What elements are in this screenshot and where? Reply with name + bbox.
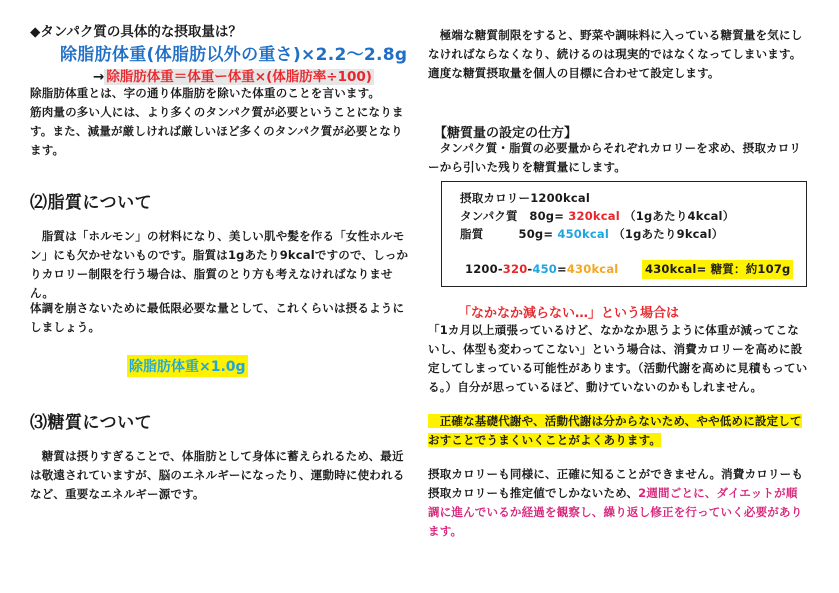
carb-method-paragraph: タンパク質・脂質の必要量からそれぞれカロリーを求め、摂取カロリーから引いた残りを糖質量にします。 (428, 141, 802, 174)
protein-kcal: 320kcal (568, 209, 620, 223)
calc-carb-kcal: 430kcal (566, 262, 619, 276)
carb-paragraph: 糖質は摂りすぎることで、体脂肪として身体に蓄えられるため、最近は敬遠されていますが、脳のエネルギーになったり、運動時に使われるなど、重要なエネルギー源です。 (30, 449, 405, 501)
lean-mass-formula: 除脂肪体重＝体重ー体重×(体脂肪率÷100) (106, 69, 372, 85)
calorie-calculation-box (441, 181, 807, 287)
explain-line-1: 除脂肪体重とは、字の通り体脂肪を除いた体重のことを言います。 (30, 86, 381, 100)
calc-fat: 450 (532, 262, 557, 276)
fat-formula: 除脂肪体重×1.0g (127, 355, 248, 377)
protein-formula: 除脂肪体重(体脂肪以外の重さ)×2.2～2.8g (60, 45, 408, 65)
carb-calc-line (465, 260, 618, 279)
final-paragraph-plain: 摂取カロリーも同様に、正確に知ることができません。消費カロリーも摂取カロリーも推定値でしかないため、 (428, 467, 804, 500)
protein-calc-line (460, 207, 734, 226)
calc-minus-2: - (527, 262, 533, 276)
carb-method-heading: 【糖質量の設定の仕方】 (434, 126, 578, 141)
not-losing-heading: 「なかなか減らない…」という場合は (458, 306, 680, 321)
explain-line-2: 筋肉量の多い人には、より多くのタンパク質が必要ということになります。また、減量が厳しければ厳しいほど多くのタンパク質が必要となります。 (30, 105, 404, 157)
calorie-intake-line: 摂取カロリー1200kcal (460, 191, 590, 205)
not-losing-paragraph-1: 「1カ月以上頑張っているけど、なかなか思うように体重が減ってこないし、体型も変わってこない」という場合は、消費カロリーを高めに設定してしまっている可能性があります。（活動代謝を高めに見積もっている。）自分が思っているほど、動けていないのかもしれません。 (428, 323, 808, 394)
calc-minus-1: - (497, 262, 503, 276)
lean-mass-explanation (30, 84, 410, 160)
calc-total: 1200 (465, 262, 498, 276)
not-losing-paragraph-2 (428, 412, 808, 450)
fat-paragraph-1: 脂質は「ホルモン」の材料になり、美しい肌や髪を作る「女性ホルモン」にも欠かせないものです。脂質は1gあたり9kcalですので、しっかりカロリー制限を行う場合は、脂質のとり方も考えなければなりません。 (30, 229, 409, 300)
protein-label: タンパク質 80g= (460, 209, 565, 223)
final-paragraph-emphasis: 2週間ごとに、ダイエットが順調に進んでいるか経過を観察し、繰り返し修正を行っていく必要があります。 (428, 486, 803, 538)
calc-equals: = (557, 262, 567, 276)
fat-section-heading: ⑵脂質について (30, 193, 153, 213)
lean-mass-formula-line (93, 65, 374, 85)
carb-result: 430kcal= 糖質：約107g (642, 260, 793, 279)
protein-note: （1gあたり4kcal） (624, 209, 735, 223)
carb-limit-intro: 極端な糖質制限をすると、野菜や調味料に入っている糖質量を気にしなければならなくなり、続けるのは現実的ではなくなってしまいます。適度な糖質摂取量を個人の目標に合わせて設定します。 (428, 28, 803, 80)
fat-paragraph-2: 体調を崩さないために最低限必要な量として、これくらいは摂るようにしましょう。 (30, 301, 405, 334)
fat-calc-line (460, 225, 724, 244)
fat-label: 脂質 50g= (460, 227, 554, 241)
not-losing-highlight: 正確な基礎代謝や、活動代謝は分からないため、やや低めに設定しておすことでうまくいくことがよくあります。 (428, 414, 802, 447)
calc-protein: 320 (502, 262, 528, 276)
fat-kcal: 450kcal (557, 227, 609, 241)
arrow-icon: → (93, 69, 105, 85)
fat-note: （1gあたり9kcal） (613, 227, 724, 241)
carb-section-heading: ⑶糖質について (30, 413, 153, 433)
final-paragraph (428, 465, 808, 541)
protein-intake-heading: ◆タンパク質の具体的な摂取量は？ (30, 24, 242, 40)
